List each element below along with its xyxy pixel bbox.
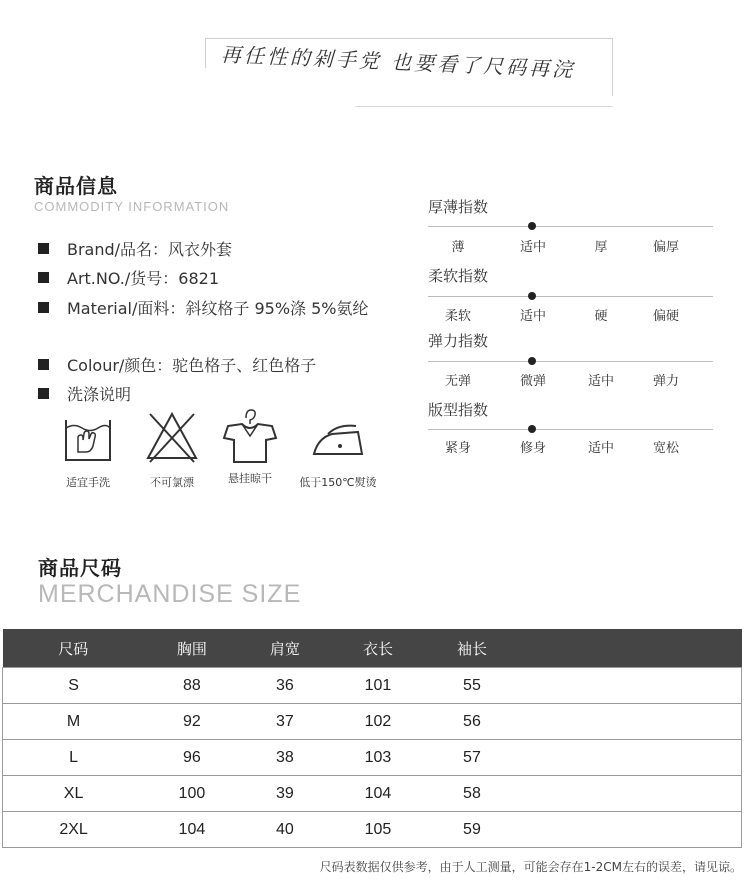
- size-section-subtitle: MERCHANDISE SIZE: [38, 580, 302, 608]
- hang-dry-icon: [218, 406, 282, 466]
- table-row: [3, 740, 742, 776]
- bullet-square: [38, 243, 49, 254]
- size-table-header-row: [3, 629, 742, 668]
- wash-label: 低于150℃熨烫: [299, 476, 377, 489]
- banner-frame: [612, 38, 613, 96]
- index-label: 适中: [587, 374, 614, 389]
- slogan-banner: [205, 38, 625, 108]
- index-label: 偏厚: [652, 240, 679, 255]
- size-cell: XL: [3, 776, 145, 812]
- softness-index: [428, 265, 679, 324]
- index-label: 宽松: [652, 441, 679, 456]
- index-scale-line: [428, 429, 713, 430]
- info-wash-text: 洗涤说明: [67, 385, 132, 404]
- header-chest: 胸围: [144, 629, 240, 668]
- empty-cell: [518, 776, 741, 812]
- index-label: 适中: [519, 240, 546, 255]
- shoulder-cell: 37: [240, 704, 330, 740]
- empty-cell: [518, 812, 741, 848]
- index-label: 薄: [451, 240, 465, 255]
- sleeve-cell: 58: [426, 776, 518, 812]
- bullet-square: [38, 359, 49, 370]
- banner-frame: [355, 106, 613, 107]
- bullet-square: [38, 388, 49, 399]
- no-bleach-icon: [144, 410, 200, 466]
- length-cell: 105: [330, 812, 426, 848]
- header-empty: [518, 629, 741, 668]
- wash-label: 不可氯漂: [150, 476, 194, 489]
- chest-cell: 100: [144, 776, 240, 812]
- shoulder-cell: 39: [240, 776, 330, 812]
- product-info-subtitle: COMMODITY INFORMATION: [34, 199, 230, 214]
- sleeve-cell: 59: [426, 812, 518, 848]
- table-row: [3, 704, 742, 740]
- product-info-title: 商品信息: [34, 174, 118, 198]
- table-row: [3, 668, 742, 704]
- index-label: 柔软: [444, 309, 471, 324]
- wash-label: 适宜手洗: [66, 476, 110, 489]
- info-brand-text: Brand/品名：风衣外套: [67, 240, 233, 259]
- sleeve-cell: 56: [426, 704, 518, 740]
- bullet-square: [38, 302, 49, 313]
- length-cell: 104: [330, 776, 426, 812]
- index-marker: [528, 357, 536, 365]
- banner-frame: [205, 38, 206, 68]
- shoulder-cell: 36: [240, 668, 330, 704]
- index-scale-line: [428, 296, 713, 297]
- info-colour: [38, 353, 316, 376]
- index-title: 柔软指数: [428, 267, 489, 285]
- info-brand: [38, 237, 232, 260]
- wash-item: [137, 410, 207, 490]
- shoulder-cell: 40: [240, 812, 330, 848]
- index-label: 厚: [594, 240, 608, 255]
- header-size: 尺码: [3, 629, 145, 668]
- wash-item: [215, 406, 285, 486]
- info-art-no-text: Art.NO./货号：6821: [67, 269, 219, 288]
- info-material: [38, 296, 369, 319]
- size-section-title: 商品尺码: [38, 556, 122, 580]
- fit-index: [428, 399, 679, 456]
- index-marker: [528, 425, 536, 433]
- length-cell: 102: [330, 704, 426, 740]
- size-table: [2, 629, 742, 848]
- header-length: 衣长: [330, 629, 426, 668]
- empty-cell: [518, 668, 741, 704]
- index-marker: [528, 222, 536, 230]
- size-cell: 2XL: [3, 812, 145, 848]
- wash-label: 悬挂晾干: [228, 472, 272, 485]
- slogan-text: 再任性的剁手党 也要看了尺码再浣: [220, 42, 576, 82]
- index-label: 偏硬: [652, 309, 679, 324]
- table-row: [3, 812, 742, 848]
- iron-icon: [308, 410, 368, 466]
- index-label: 无弹: [444, 374, 471, 389]
- hand-wash-icon: [60, 410, 116, 466]
- length-cell: 101: [330, 668, 426, 704]
- length-cell: 103: [330, 740, 426, 776]
- bullet-square: [38, 272, 49, 283]
- sleeve-cell: 55: [426, 668, 518, 704]
- info-wash: [38, 382, 131, 405]
- index-scale-line: [428, 226, 713, 227]
- header-sleeve: 袖长: [426, 629, 518, 668]
- wash-item: [295, 410, 381, 490]
- index-label: 适中: [587, 441, 614, 456]
- wash-item: [53, 410, 123, 490]
- elasticity-index: [428, 330, 679, 389]
- index-marker: [528, 292, 536, 300]
- chest-cell: 92: [144, 704, 240, 740]
- index-label: 紧身: [444, 441, 471, 456]
- shoulder-cell: 38: [240, 740, 330, 776]
- sleeve-cell: 57: [426, 740, 518, 776]
- size-cell: L: [3, 740, 145, 776]
- chest-cell: 104: [144, 812, 240, 848]
- size-cell: M: [3, 704, 145, 740]
- index-label: 硬: [594, 309, 608, 324]
- info-art-no: [38, 266, 219, 289]
- index-label: 适中: [519, 309, 546, 324]
- index-title: 弹力指数: [428, 332, 489, 350]
- index-title: 厚薄指数: [428, 198, 489, 216]
- empty-cell: [518, 740, 741, 776]
- empty-cell: [518, 704, 741, 740]
- banner-frame: [205, 38, 613, 39]
- size-cell: S: [3, 668, 145, 704]
- info-material-text: Material/面料：斜纹格子 95%涤 5%氨纶: [67, 299, 369, 318]
- table-row: [3, 776, 742, 812]
- index-title: 版型指数: [428, 401, 489, 419]
- index-label: 弹力: [652, 374, 679, 389]
- info-colour-text: Colour/颜色：驼色格子、红色格子: [67, 356, 317, 375]
- size-note: 尺码表数据仅供参考，由于人工测量，可能会存在1-2CM左右的误差，请见谅。: [319, 860, 742, 874]
- chest-cell: 96: [144, 740, 240, 776]
- chest-cell: 88: [144, 668, 240, 704]
- thickness-index: [428, 196, 679, 255]
- header-shoulder: 肩宽: [240, 629, 330, 668]
- index-label: 微弹: [519, 374, 546, 389]
- index-label: 修身: [519, 441, 546, 456]
- index-scale-line: [428, 361, 713, 362]
